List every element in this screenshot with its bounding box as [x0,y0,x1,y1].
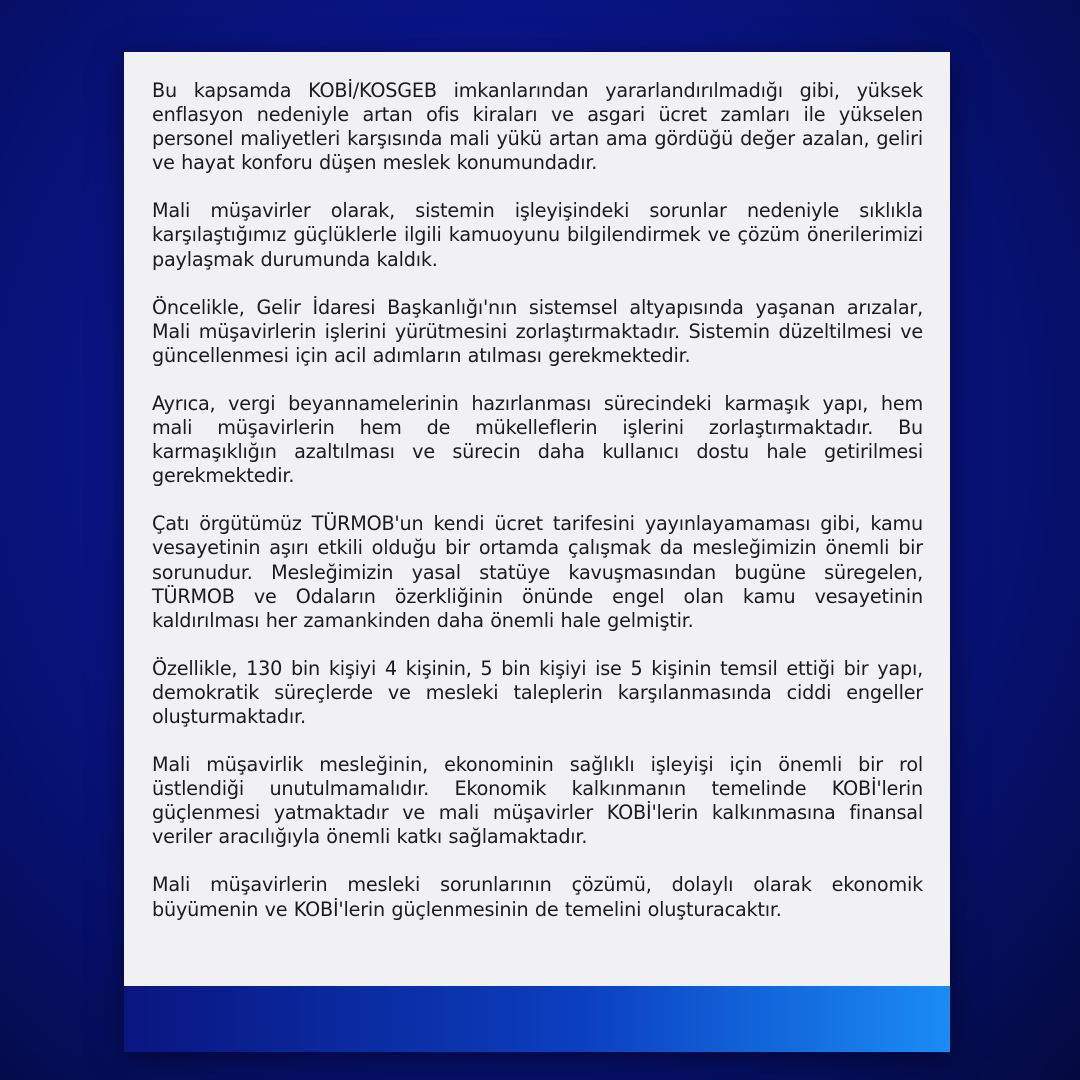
paragraph-6: Özellikle, 130 bin kişiyi 4 kişinin, 5 bin kişiyi ise 5 kişinin temsil ettiği bir yapı, demokratik süreçlerde ve mesleki taleplerin karşılanmasında ciddi engeller oluşturmaktadır. [152,656,923,728]
paragraph-1: Bu kapsamda KOBİ/KOSGEB imkanlarından yararlandırılmadığı gibi, yüksek enflasyon nedeniyle artan ofis kiraları ve asgari ücret zamları ile yükselen personel maliyetleri karşısında mali yükü artan ama gördüğü değer azalan, geliri ve hayat konforu düşen meslek konumundadır. [152,79,923,175]
article-body [152,79,923,922]
paragraph-7: Mali müşavirlik mesleğinin, ekonominin sağlıklı işleyişi için önemli bir rol üstlendiği unutulmamalıdır. Ekonomik kalkınmanın temelinde KOBİ'lerin güçlenmesi yatmaktadır ve mali müşavirler KOBİ'lerin kalkınmasına finansal veriler aracılığıyla önemli katkı sağlamaktadır. [152,753,923,849]
document-card [124,52,950,1052]
paragraph-2: Mali müşavirler olarak, sistemin işleyişindeki sorunlar nedeniyle sıklıkla karşılaştığımız güçlüklerle ilgili kamuoyunu bilgilendirmek ve çözüm önerilerimizi paylaşmak durumunda kaldık. [152,199,923,271]
paragraph-8: Mali müşavirlerin mesleki sorunlarının çözümü, dolaylı olarak ekonomik büyümenin ve KOBİ'lerin güçlenmesinin de temelini oluşturacaktır. [152,873,923,921]
paragraph-4: Ayrıca, vergi beyannamelerinin hazırlanması sürecindeki karmaşık yapı, hem mali müşavirlerin hem de mükelleflerin işlerini zorlaştırmaktadır. Bu karmaşıklığın azaltılması ve sürecin daha kullanıcı dostu hale getirilmesi gerekmektedir. [152,391,923,488]
paragraph-5: Çatı örgütümüz TÜRMOB'un kendi ücret tarifesini yayınlayamaması gibi, kamu vesayetinin aşırı etkili olduğu bir ortamda çalışmak da mesleğimizin önemli bir sorunudur. Mesleğimizin yasal statüye kavuşmasından bugüne süregelen, TÜRMOB ve Odaların özerkliğinin önünde engel olan kamu vesayetinin kaldırılması her zamankinden daha önemli hale gelmiştir. [152,512,923,632]
text-panel [124,52,950,986]
paragraph-3: Öncelikle, Gelir İdaresi Başkanlığı'nın sistemsel altyapısında yaşanan arızalar, Mali müşavirlerin işlerini yürütmesini zorlaştırmaktadır. Sistemin düzeltilmesi ve güncellenmesi için acil adımların atılması gerekmektedir. [152,295,923,367]
card-footer-band [124,986,950,1052]
